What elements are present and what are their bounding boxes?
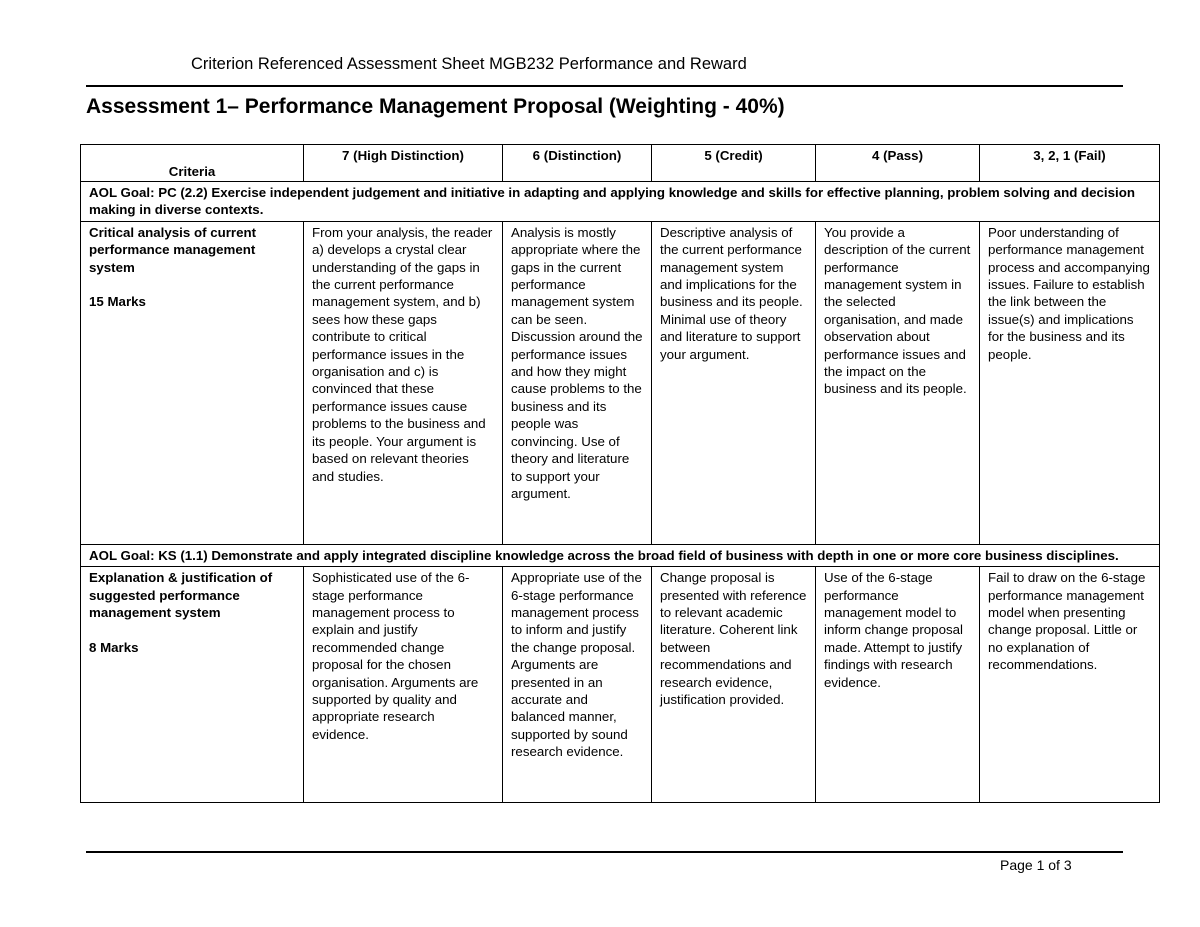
descriptor-pass: Use of the 6-stage performance management model to inform change proposal made. Attempt to justify findings with research evidence. bbox=[816, 567, 980, 803]
rubric-header-row bbox=[81, 145, 1160, 182]
column-header-high-distinction: 7 (High Distinction) bbox=[304, 145, 503, 182]
column-header-fail: 3, 2, 1 (Fail) bbox=[980, 145, 1160, 182]
descriptor-distinction: Analysis is mostly appropriate where the gaps in the current performance management system can be seen. Discussion around the performance issues and how they might cause problems to the business and its people was convincing. Use of theory and literature to support your argument. bbox=[503, 221, 652, 544]
aol-goal-row bbox=[81, 544, 1160, 566]
criterion-marks: 15 Marks bbox=[89, 294, 146, 310]
header-rule bbox=[86, 85, 1123, 87]
column-header-distinction: 6 (Distinction) bbox=[503, 145, 652, 182]
aol-goal-pc: AOL Goal: PC (2.2) Exercise independent judgement and initiative in adapting and applying knowledge and skills for effective planning, problem solving and decision making in diverse contexts. bbox=[81, 182, 1160, 222]
footer-rule bbox=[86, 851, 1123, 853]
running-header: Criterion Referenced Assessment Sheet MGB232 Performance and Reward bbox=[191, 55, 747, 73]
aol-goal-row bbox=[81, 182, 1160, 222]
criterion-row bbox=[81, 221, 1160, 544]
criterion-cell bbox=[81, 221, 304, 544]
criterion-row bbox=[81, 567, 1160, 803]
descriptor-high-distinction: From your analysis, the reader a) develops a crystal clear understanding of the gaps in the current performance management system, and b) sees how these gaps contribute to critical performance issues in the organisation and c) is convinced that these performance issues cause problems to the business and its people. Your argument is based on relevant theories and studies. bbox=[304, 221, 503, 544]
descriptor-fail: Fail to draw on the 6-stage performance management model when presenting change proposal. Little or no explanation of recommendations. bbox=[980, 567, 1160, 803]
criterion-name: Critical analysis of current performance management system bbox=[89, 224, 257, 275]
column-header-credit: 5 (Credit) bbox=[652, 145, 816, 182]
descriptor-fail: Poor understanding of performance management process and accompanying issues. Failure to establish the link between the issue(s) and implications for the business and its people. bbox=[980, 221, 1160, 544]
descriptor-pass: You provide a description of the current performance management system in the selected organisation, and made observation about performance issues and the impact on the business and its people. bbox=[816, 221, 980, 544]
page-number: Page 1 of 3 bbox=[1000, 857, 1072, 873]
document-title: Assessment 1– Performance Management Proposal (Weighting - 40%) bbox=[86, 95, 785, 118]
criterion-cell bbox=[81, 567, 304, 803]
aol-goal-ks: AOL Goal: KS (1.1) Demonstrate and apply integrated discipline knowledge across the broad field of business with depth in one or more core business disciplines. bbox=[81, 544, 1160, 566]
column-header-pass: 4 (Pass) bbox=[816, 145, 980, 182]
descriptor-credit: Change proposal is presented with reference to relevant academic literature. Coherent link between recommendations and research evidence, justification provided. bbox=[652, 567, 816, 803]
descriptor-credit: Descriptive analysis of the current performance management system and implications for the business and its people. Minimal use of theory and literature to support your argument. bbox=[652, 221, 816, 544]
column-header-criteria: Criteria bbox=[81, 145, 304, 182]
criterion-name: Explanation & justification of suggested performance management system bbox=[89, 570, 273, 621]
criterion-marks: 8 Marks bbox=[89, 639, 139, 655]
rubric-table bbox=[80, 144, 1160, 803]
descriptor-distinction: Appropriate use of the 6-stage performance management process to inform and justify the change proposal. Arguments are presented in an accurate and balanced manner, supported by sound research evidence. bbox=[503, 567, 652, 803]
descriptor-high-distinction: Sophisticated use of the 6-stage performance management process to explain and justify recommended change proposal for the chosen organisation. Arguments are supported by quality and appropriate research evidence. bbox=[304, 567, 503, 803]
